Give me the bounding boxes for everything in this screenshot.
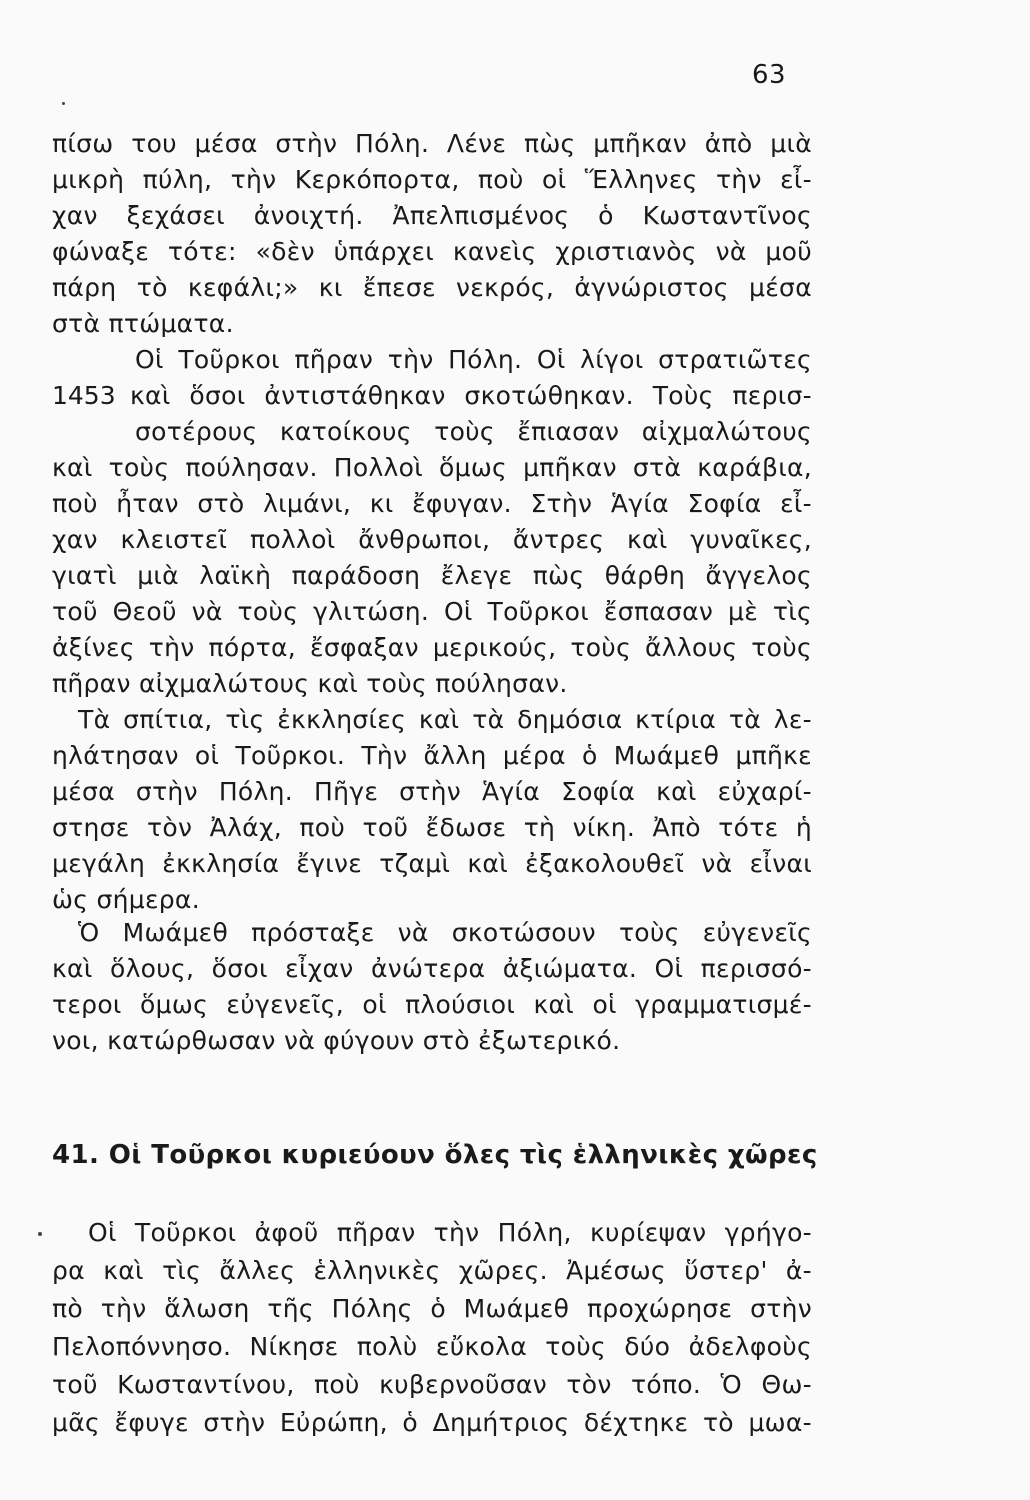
text-line: τεροι ὅμως εὐγενεῖς, οἱ πλούσιοι καὶ οἱ γραμματισμέ-: [52, 990, 812, 1019]
text-line: ποὺ ἦταν στὸ λιμάνι, κι ἔφυγαν. Στὴν Ἁγία Σοφία εἶ-: [52, 489, 812, 518]
text-line: μέσα στὴν Πόλη. Πῆγε στὴν Ἁγία Σοφία καὶ εὐχαρί-: [52, 777, 812, 806]
section-heading: 41. Οἱ Τοῦρκοι κυριεύουν ὅλες τὶς ἑλληνικὲς χῶρες: [52, 1140, 818, 1170]
text-line: τοῦ Θεοῦ νὰ τοὺς γλιτώση. Οἱ Τοῦρκοι ἔσπασαν μὲ τὶς: [52, 597, 812, 626]
text-line: χαν κλειστεῖ πολλοὶ ἄνθρωποι, ἄντρες καὶ γυναῖκες,: [52, 525, 812, 554]
text-line: γιατὶ μιὰ λαϊκὴ παράδοση ἔλεγε πὼς θάρθη ἄγγελος: [52, 561, 812, 590]
text-line: πῆραν αἰχμαλώτους καὶ τοὺς πούλησαν.: [52, 669, 568, 698]
scan-speck: [38, 1232, 42, 1236]
text-line: καὶ ὅσοι ἀντιστάθηκαν σκοτώθηκαν. Τοὺς περισ-: [130, 381, 812, 410]
text-line: σοτέρους κατοίκους τοὺς ἔπιασαν αἰχμαλώτους: [135, 417, 812, 446]
text-line: πάρη τὸ κεφάλι;» κι ἔπεσε νεκρός, ἀγνώριστος μέσα: [52, 273, 812, 302]
text-line: φώναξε τότε: «δὲν ὑπάρχει κανεὶς χριστιανὸς νὰ μοῦ: [52, 237, 812, 266]
text-line: Πελοπόννησο. Νίκησε πολὺ εὔκολα τοὺς δύο ἀδελφοὺς: [52, 1332, 812, 1361]
text-line: ὡς σήμερα.: [52, 885, 200, 914]
text-line: καὶ τοὺς πούλησαν. Πολλοὶ ὅμως μπῆκαν στὰ καράβια,: [52, 453, 812, 482]
text-line: πίσω του μέσα στὴν Πόλη. Λένε πὼς μπῆκαν ἀπὸ μιὰ: [52, 129, 812, 158]
text-line: μᾶς ἔφυγε στὴν Εὐρώπη, ὁ Δημήτριος δέχτηκε τὸ μωα-: [52, 1408, 812, 1437]
text-line: στησε τὸν Ἀλάχ, ποὺ τοῦ ἔδωσε τὴ νίκη. Ἀπὸ τότε ἡ: [52, 813, 812, 842]
text-line: πὸ τὴν ἅλωση τῆς Πόλης ὁ Μωάμεθ προχώρησε στὴν: [52, 1294, 812, 1323]
scan-speck: [62, 102, 65, 105]
text-line: στὰ πτώματα.: [52, 309, 234, 338]
text-line: καὶ ὅλους, ὅσοι εἶχαν ἀνώτερα ἀξιώματα. Οἱ περισσό-: [52, 954, 812, 983]
text-line: Οἱ Τοῦρκοι πῆραν τὴν Πόλη. Οἱ λίγοι στρατιῶτες: [135, 345, 812, 374]
text-line: ἀξίνες τὴν πόρτα, ἔσφαξαν μερικούς, τοὺς ἄλλους τοὺς: [52, 633, 812, 662]
margin-year-note: 1453: [52, 381, 116, 410]
text-line: μικρὴ πύλη, τὴν Κερκόπορτα, ποὺ οἱ Ἕλληνες τὴν εἶ-: [52, 165, 812, 194]
page-number: 63: [752, 60, 787, 90]
text-line: τοῦ Κωσταντίνου, ποὺ κυβερνοῦσαν τὸν τόπο. Ὁ Θω-: [52, 1370, 812, 1399]
text-line: Οἱ Τοῦρκοι ἀφοῦ πῆραν τὴν Πόλη, κυρίεψαν γρήγο-: [88, 1218, 812, 1247]
text-line: Ὁ Μωάμεθ πρόσταξε νὰ σκοτώσουν τοὺς εὐγενεῖς: [78, 918, 812, 947]
text-line: μεγάλη ἐκκλησία ἔγινε τζαμὶ καὶ ἐξακολουθεῖ νὰ εἶναι: [52, 849, 812, 878]
text-line: ρα καὶ τὶς ἄλλες ἑλληνικὲς χῶρες. Ἀμέσως ὕστερ' ἀ-: [52, 1256, 812, 1285]
text-line: ηλάτησαν οἱ Τοῦρκοι. Τὴν ἄλλη μέρα ὁ Μωάμεθ μπῆκε: [52, 741, 812, 770]
text-line: Τὰ σπίτια, τὶς ἐκκλησίες καὶ τὰ δημόσια κτίρια τὰ λε-: [78, 705, 812, 734]
text-line: νοι, κατώρθωσαν νὰ φύγουν στὸ ἐξωτερικό.: [52, 1026, 621, 1055]
text-line: χαν ξεχάσει ἀνοιχτή. Ἀπελπισμένος ὁ Κωσταντῖνος: [52, 201, 812, 230]
